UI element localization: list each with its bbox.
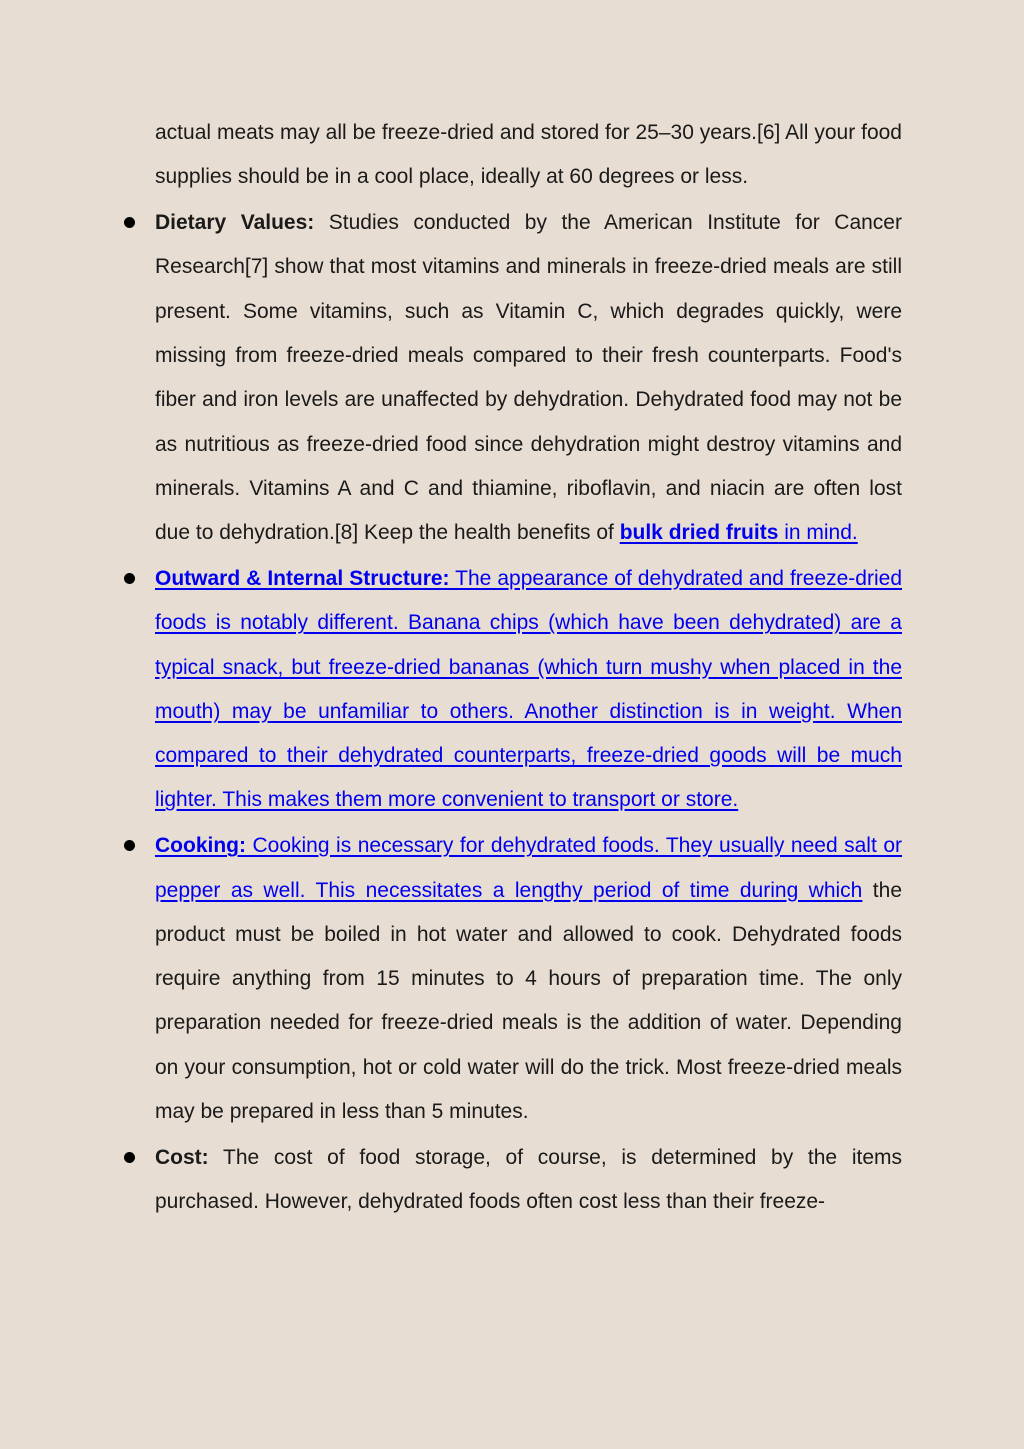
list-item-cooking (155, 824, 902, 1134)
bullet-icon (124, 1152, 135, 1163)
outward-structure-heading: Outward & Internal Structure: (155, 566, 450, 590)
cost-heading: Cost: (155, 1145, 209, 1169)
outward-structure-link[interactable] (155, 567, 902, 811)
cooking-linked-text: Cooking is necessary for dehydrated foods. They usually need salt or pepper as well. This necessitates a lengthy period of time during which (155, 834, 902, 902)
list-item-outward-structure (155, 557, 902, 823)
dietary-values-heading: Dietary Values: (155, 211, 315, 235)
bullet-icon (124, 840, 135, 851)
bullet-icon (124, 573, 135, 584)
cooking-link[interactable] (155, 834, 902, 901)
list-item-dietary-values (155, 201, 902, 555)
cost-text: The cost of food storage, of course, is determined by the items purchased. However, dehydrated foods often cost less than their freeze- (155, 1145, 902, 1214)
dietary-values-text: Studies conducted by the American Institute for Cancer Research[7] show that most vitamins and minerals in freeze-dried meals are still present. Some vitamins, such as Vitamin C, which degrades quickly, were missing from freeze-dried meals compared to their fresh counterparts. Food's fiber and iron levels are unaffected by dehydration. Dehydrated food may not be as nutritious as freeze-dried food since dehydration might destroy vitamins and minerals. Vitamins A and C and thiamine, riboflavin, and niacin are often lost due to dehydration.[8] Keep the health benefits of (155, 211, 902, 545)
bulk-dried-fruits-link[interactable]: bulk dried fruits (619, 521, 779, 545)
document-body (155, 111, 902, 1224)
cooking-heading: Cooking: (155, 834, 246, 858)
list-item-cost (155, 1136, 902, 1225)
cooking-text: the product must be boiled in hot water and allowed to cook. Dehydrated foods require anything from 15 minutes to 4 hours of preparation time. The only preparation needed for freeze-dried meals is the addition of water. Depending on your consumption, hot or cold water will do the trick. Most freeze-dried meals may be prepared in less than 5 minutes. (155, 878, 902, 1124)
intro-paragraph: actual meats may all be freeze-dried and stored for 25–30 years.[6] All your food supplies should be in a cool place, ideally at 60 degrees or less. (155, 121, 902, 189)
bullet-icon (124, 217, 135, 228)
in-mind-link[interactable]: in mind. (778, 521, 858, 545)
outward-structure-text: The appearance of dehydrated and freeze-dried foods is notably different. Banana chips (which have been dehydrated) are a typical snack, but freeze-dried bananas (which turn mushy when placed in the mouth) may be unfamiliar to others. Another distinction is in weight. When compared to their dehydrated counterparts, freeze-dried goods will be much lighter. This makes them more convenient to transport or store. (155, 566, 902, 812)
